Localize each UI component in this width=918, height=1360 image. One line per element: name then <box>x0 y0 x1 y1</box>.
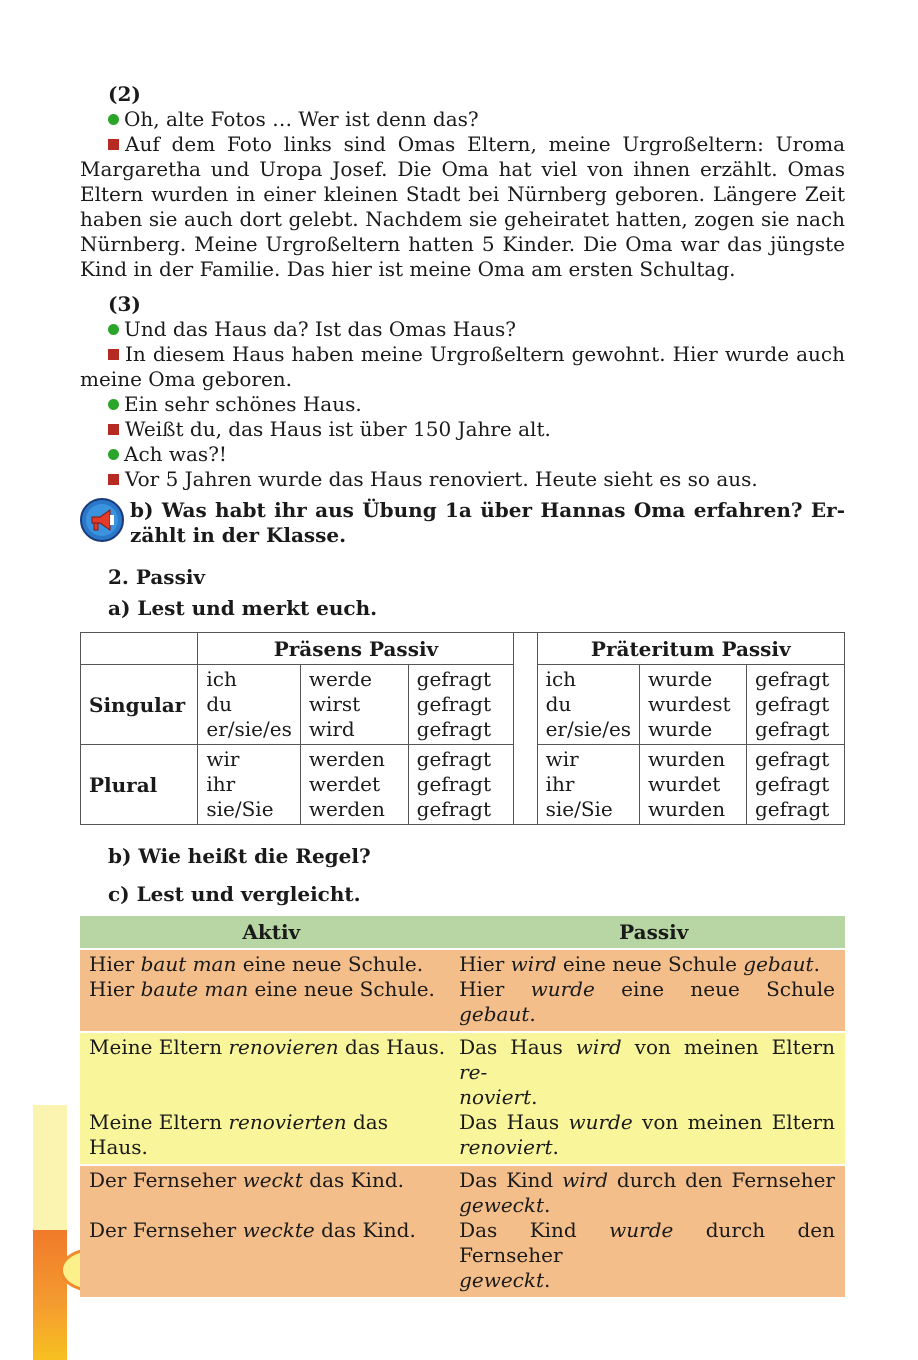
dialogue-line: Weißt du, das Haus ist über 150 Jahre alt. <box>80 417 845 442</box>
example-group <box>80 1033 845 1164</box>
table-row <box>81 745 845 825</box>
pronouns-cell: wir ihr sie/Sie <box>198 745 300 825</box>
green-bullet-icon <box>108 324 119 335</box>
header-praeteritum-passiv: Präteritum Passiv <box>537 633 844 665</box>
dialogue-section-2 <box>80 82 845 282</box>
aktiv-passiv-table <box>80 916 845 1297</box>
auxiliary-cell: werde wirst wird <box>300 665 408 745</box>
header-praesens-passiv: Präsens Passiv <box>198 633 514 665</box>
red-square-bullet-icon <box>108 474 119 485</box>
dialogue-line: Auf dem Foto links sind Omas Eltern, meine Urgroßeltern: Uroma <box>80 132 845 157</box>
text-line: Nürnberg. Meine Urgroßeltern hatten 5 Kinder. Die Oma war das jüngste <box>80 232 845 256</box>
aktiv-passiv-header <box>80 916 845 948</box>
red-square-bullet-icon <box>108 139 119 150</box>
example-group <box>80 950 845 1031</box>
text-line: haben sie auch dort gelebt. Nachdem sie geheiratet hatten, zogen sie nach <box>80 207 845 231</box>
red-square-bullet-icon <box>108 424 119 435</box>
task-b-line: b) Was habt ihr aus Übung 1a über Hannas Oma erfahren? Er- <box>130 498 845 522</box>
aktiv-sentence: Meine Eltern renovierten das Haus. <box>89 1110 388 1159</box>
section-title: 2. Passiv <box>108 565 206 589</box>
aktiv-sentence: Der Fernseher weckt das Kind. <box>89 1168 404 1192</box>
row-label-singular: Singular <box>81 665 198 745</box>
auxiliary-cell: wurden wurdet wurden <box>640 745 747 825</box>
instruction-c: c) Lest und vergleicht. <box>108 882 361 906</box>
aktiv-sentence: Meine Eltern renovieren das Haus. <box>89 1035 446 1059</box>
participle-cell: gefragt gefragt gefragt <box>746 665 844 745</box>
red-square-bullet-icon <box>108 349 119 360</box>
task-b-line: zählt in der Klasse. <box>130 523 347 547</box>
table-row <box>81 665 845 745</box>
corner-cell <box>81 633 198 665</box>
row-label-plural: Plural <box>81 745 198 825</box>
dialogue-line: Und das Haus da? Ist das Omas Haus? <box>80 317 845 342</box>
passiv-sentence: Das Kind wurde durch den Fernseher geweckt. <box>459 1218 835 1292</box>
green-bullet-icon <box>108 114 119 125</box>
dialogue-line: In diesem Haus haben meine Urgroßeltern gewohnt. Hier wurde auch <box>80 342 845 367</box>
auxiliary-cell: werden werdet werden <box>300 745 408 825</box>
dialogue-line: Oh, alte Fotos … Wer ist denn das? <box>80 107 845 132</box>
passiv-sentence: Das Haus wurde von meinen Eltern renoviert. <box>459 1110 836 1159</box>
megaphone-icon <box>80 498 124 542</box>
example-group <box>80 1166 845 1297</box>
green-bullet-icon <box>108 399 119 410</box>
text-line: Eltern wurden in einer kleinen Stadt bei Nürnberg geboren. Längere Zeit <box>80 182 845 206</box>
text-line: Kind in der Familie. Das hier ist meine Oma am ersten Schultag. <box>80 257 736 281</box>
pronouns-cell: wir ihr sie/Sie <box>537 745 639 825</box>
instruction-a: a) Lest und merkt euch. <box>108 596 378 620</box>
header-passiv: Passiv <box>619 920 689 944</box>
section-number: (2) <box>108 82 141 106</box>
header-aktiv: Aktiv <box>242 920 301 944</box>
passiv-sentence: Hier wurde eine neue Schule gebaut. <box>459 977 836 1026</box>
spacer-column <box>514 633 537 825</box>
passiv-sentence: Das Haus wird von meinen Eltern re- noviert. <box>459 1035 835 1109</box>
page-edge-decoration-orange <box>33 1230 67 1360</box>
participle-cell: gefragt gefragt gefragt <box>746 745 844 825</box>
section-number: (3) <box>108 292 141 316</box>
page-body <box>80 82 845 1297</box>
dialogue-line: Vor 5 Jahren wurde das Haus renoviert. Heute sieht es so aus. <box>80 467 845 492</box>
text-line: Margaretha und Uropa Josef. Die Oma hat viel von ihnen erzählt. Omas <box>80 157 845 181</box>
passive-conjugation-table <box>80 632 845 825</box>
passiv-sentence: Das Kind wird durch den Fernseher geweckt. <box>459 1168 835 1217</box>
text-line: meine Oma geboren. <box>80 367 293 391</box>
aktiv-sentence: Hier baute man eine neue Schule. <box>89 977 435 1001</box>
aktiv-sentence: Hier baut man eine neue Schule. <box>89 952 424 976</box>
dialogue-line: Ach was?! <box>80 442 845 467</box>
task-b-discussion <box>80 498 845 548</box>
participle-cell: gefragt gefragt gefragt <box>408 665 514 745</box>
passiv-sentence: Hier wird eine neue Schule gebaut. <box>459 952 820 976</box>
instruction-b: b) Wie heißt die Regel? <box>108 844 371 868</box>
dialogue-line: Ein sehr schönes Haus. <box>80 392 845 417</box>
aktiv-sentence: Der Fernseher weckte das Kind. <box>89 1218 416 1242</box>
dialogue-section-3 <box>80 292 845 492</box>
pronouns-cell: ich du er/sie/es <box>198 665 300 745</box>
pronouns-cell: ich du er/sie/es <box>537 665 639 745</box>
participle-cell: gefragt gefragt gefragt <box>408 745 514 825</box>
auxiliary-cell: wurde wurdest wurde <box>640 665 747 745</box>
green-bullet-icon <box>108 449 119 460</box>
